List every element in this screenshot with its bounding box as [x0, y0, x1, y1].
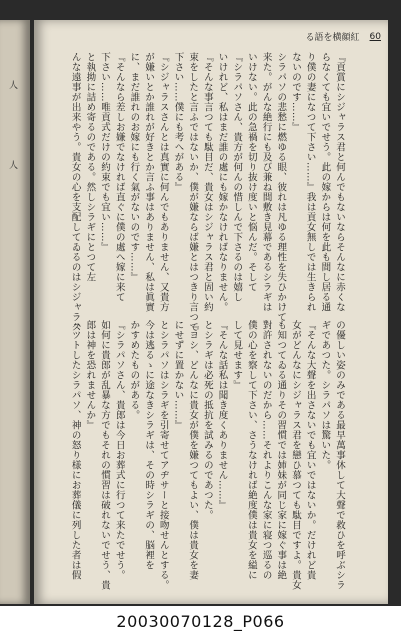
text-column: 『シジャラスさんとは真實に何んでもありません、又貴方 [157, 52, 169, 312]
text-column: とシラギは必死の抵抗を試みるのであつた。 [201, 320, 213, 520]
text-column: も知つてゐる通りその習慣では姉妹が同じ家に嫁ぐ事は絶 [275, 320, 287, 580]
text-column: 今は逃るゝに途なきシラギは、その時シラギの、脳裡を [143, 320, 155, 570]
text-column: が嫌いとか誰れが好きとか言ふ事はありません、私は眞實 [143, 52, 155, 312]
text-column: 『そんな大聲を出さないでも宜いではないか。だけれど貴 [304, 320, 316, 580]
page-number: 60 [369, 31, 381, 42]
text-column: んな遠事が出来やう。貴女の心を支配してゐるのはシジャラス [69, 52, 81, 332]
text-column: かすめたものがある。 [128, 320, 140, 420]
text-column: 『そんな事言つても駄目だ、貴女はシジャラス君と固い約 [201, 52, 213, 312]
text-column: 下さい……僕にも考へがある』 [172, 52, 184, 192]
text-column: 『ヨシ、どんなに貴女が僕を嫌つてもよい、僕は貴女を妻 [187, 320, 199, 580]
text-column: の優しい姿のみである最早萬事休して大聲で救ひを呼ぶシラ [334, 320, 345, 590]
text-column: とシラパソはシラギを引寄せてアヂサーと接吻せんとする。 [157, 320, 169, 590]
text-column: にせずに置かない……』 [172, 320, 184, 430]
text-column: ないのです……』 [289, 52, 301, 132]
text-column: ギであつた。シラパソは驚いた。 [319, 320, 331, 470]
edge-text: 人 [7, 160, 17, 169]
text-column: 僕の心を察して下さい、さうなければ絶度僕は貴女を縊に [245, 320, 257, 580]
text-column: 『シラパソさん、貴郎は今日お葬式に行つて来たでせう。 [113, 320, 125, 580]
text-column: らなくても宜いでせう。此の嫁からは何を此も間し居る通 [319, 52, 331, 312]
text-column: 女がどんなにシジャラス君を戀ひ慕つても駄目ですよ。貴女 [289, 320, 301, 590]
text-column: 『そんなら差しお嫌でなければ直ぐに僕の處へ嫁に来て [113, 52, 125, 302]
text-column: して見せます』 [231, 320, 243, 390]
text-column: り僕の妻になつて下さい……』我は貢女無しでは生きられ [304, 52, 316, 312]
upper-text-block [44, 52, 345, 332]
edge-text: 人 [7, 80, 17, 89]
text-column: シラパソの悲愁に燃ゆる眼、彼れは凡ゆる理性を失ひかけて [275, 52, 287, 322]
text-column: 束をしたと言ふではないか、僕が嫌ならば嫌とはつきり言つて [187, 52, 199, 332]
text-column: に、まだ誰れのお嫁にも行く氣がないのです……』 [128, 52, 140, 282]
text-column: 如何に貴郎が乱暴な方でもそれの慣習は破れないでせう、貴 [99, 320, 110, 590]
text-column: 『シラパソさん、貴方が何んの惜しんで下さるのは嬉し [231, 52, 243, 302]
text-column: 下さい……唯貢式だけの約束でも宜い……』 [99, 52, 110, 252]
catalog-caption: 20030070128_P066 [116, 612, 285, 631]
text-column: 来た。がんな絶行にも及び兼ね間敷き見幕であるシラギは [260, 52, 272, 312]
previous-page-edge [0, 20, 30, 604]
text-column: いけない。此の急禍を切り抜け度いと悩んだ。そして [245, 52, 257, 292]
running-header [306, 30, 381, 43]
text-column: と執拗に詰め寄るのである。然しシラギにとつて左 [84, 52, 96, 282]
text-column: 『貢賞にシジャラス君と何んでもないならそんなに赤くな [334, 52, 345, 312]
text-column: 『そんな話私は聞き度くありません……』 [216, 320, 228, 510]
text-column: 對許されないのだから……それよりこんな家に寝つ巡るの [260, 320, 272, 580]
running-title: る語を横顔紅 [305, 33, 360, 43]
lower-text-block [44, 320, 345, 590]
text-column: いけれど、私はまだ誰の處にも嫁かなければなりません。 [216, 52, 228, 312]
text-column: ハツトしたシラパソ、神の怒り様にお葬儀に列した者は假 [69, 320, 81, 580]
text-column: 郎は神を恐れませんか』 [84, 320, 96, 430]
